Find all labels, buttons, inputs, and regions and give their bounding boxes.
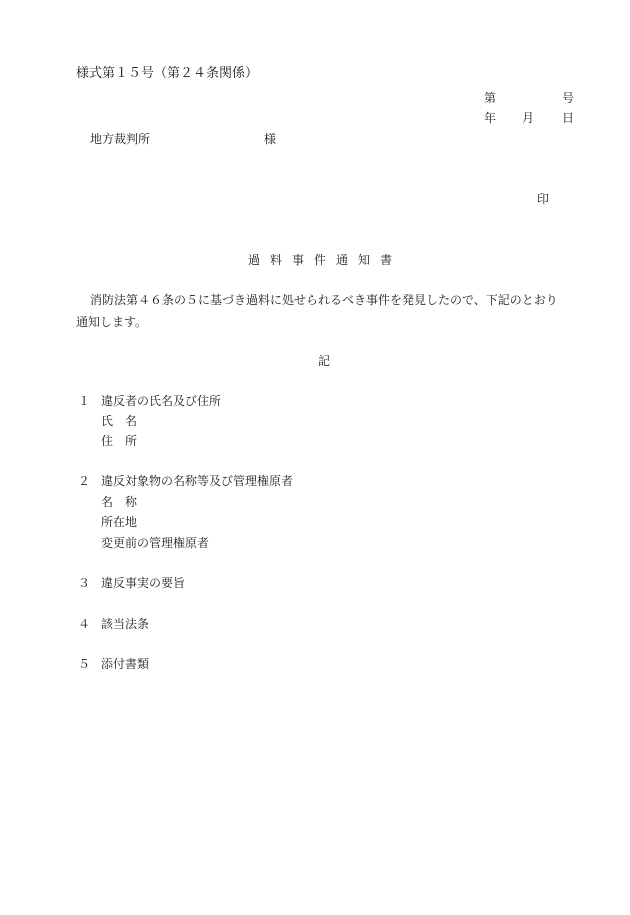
- item-4-number: ４: [78, 617, 91, 631]
- item-1-sub-address: 住 所: [101, 434, 138, 448]
- body-text-line-1: 消防法第４６条の５に基づき過料に処せられるべき事件を発見したので、下記のとおり: [90, 293, 558, 307]
- document-title: 過料事件通知書: [248, 253, 403, 267]
- addressee-court: 地方裁判所: [90, 132, 151, 146]
- date-day-label: 日: [562, 111, 575, 125]
- ki-heading: 記: [318, 354, 331, 368]
- item-2-sub-title: 名 称: [101, 495, 138, 509]
- item-5-number: ５: [78, 657, 91, 671]
- item-2-number: ２: [78, 474, 91, 488]
- item-3-label: 違反事実の要旨: [101, 576, 186, 590]
- item-1-label: 違反者の氏名及び住所: [101, 394, 222, 408]
- item-1-sub-name: 氏 名: [101, 414, 138, 428]
- item-5-label: 添付書類: [101, 657, 150, 671]
- item-1-number: １: [78, 394, 91, 408]
- body-text-line-2: 通知します。: [76, 315, 148, 329]
- date-month-label: 月: [522, 111, 535, 125]
- document-number-suffix: 号: [562, 91, 575, 105]
- addressee-honorific: 様: [264, 132, 277, 146]
- item-4-label: 該当法条: [101, 617, 150, 631]
- item-2-sub-location: 所在地: [101, 515, 138, 529]
- item-2-sub-previous-manager: 変更前の管理権原者: [101, 536, 210, 550]
- item-2-label: 違反対象物の名称等及び管理権原者: [101, 474, 294, 488]
- seal-mark: 印: [537, 192, 550, 206]
- form-number: 様式第１５号（第２４条関係）: [76, 66, 259, 81]
- date-year-label: 年: [484, 111, 497, 125]
- document-number-prefix: 第: [484, 91, 497, 105]
- item-3-number: ３: [78, 576, 91, 590]
